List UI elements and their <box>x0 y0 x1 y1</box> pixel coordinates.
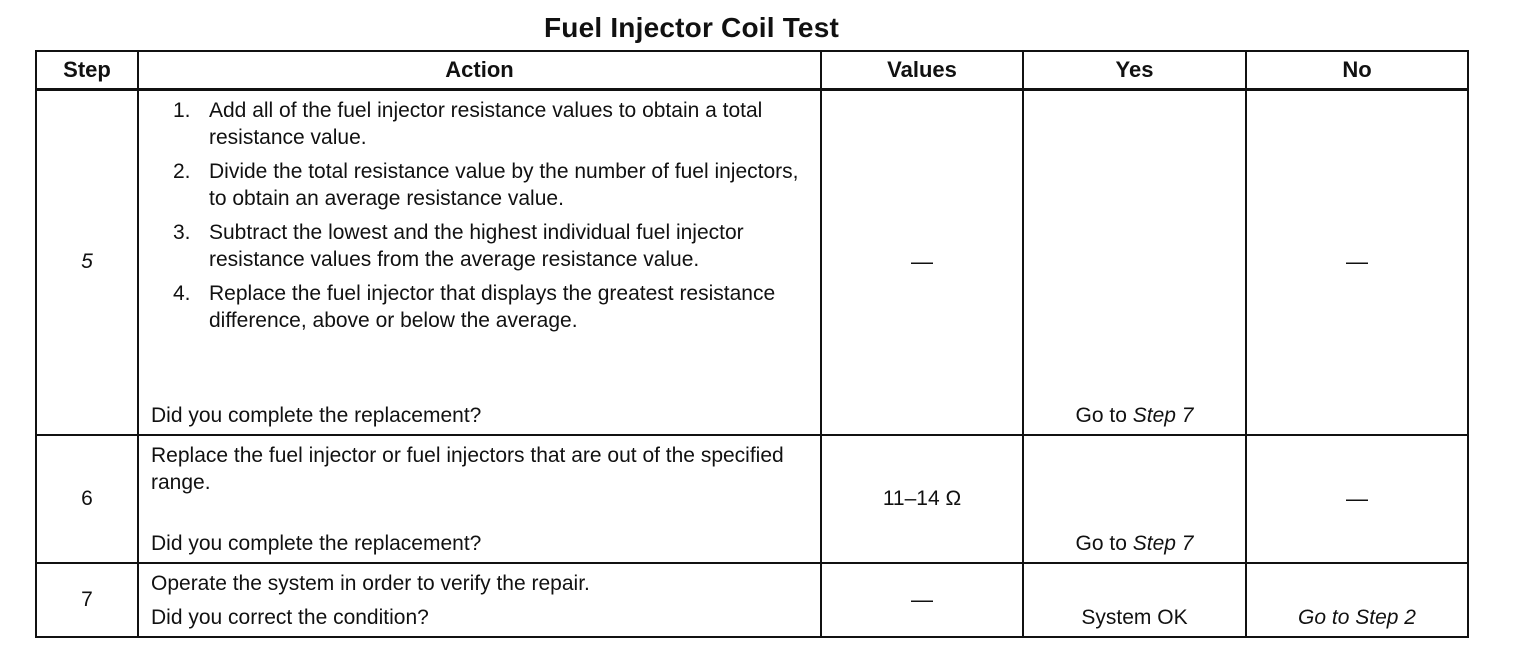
yes-result: Go to Step 7 <box>1075 403 1194 427</box>
action-cell <box>138 563 821 637</box>
no-cell: — <box>1246 435 1468 563</box>
yes-cell <box>1023 563 1246 637</box>
column-header-no: No <box>1246 51 1468 90</box>
list-item: 2. Divide the total resistance value by the number of fuel injectors, to obtain an average resistance value. <box>173 160 799 210</box>
action-question: Did you correct the condition? <box>151 605 429 629</box>
yes-cell <box>1023 435 1246 563</box>
yes-cell <box>1023 90 1246 435</box>
diagnostic-table <box>35 50 1469 638</box>
values-cell: — <box>821 563 1023 637</box>
list-item: 1. Add all of the fuel injector resistance values to obtain a total resistance value. <box>173 99 763 149</box>
column-header-step: Step <box>36 51 138 90</box>
values-cell: — <box>821 90 1023 435</box>
column-header-values: Values <box>821 51 1023 90</box>
step-number: 7 <box>36 563 138 637</box>
table-row-step-5 <box>36 90 1468 435</box>
column-header-action: Action <box>138 51 821 90</box>
no-cell: — <box>1246 90 1468 435</box>
table-row-step-6 <box>36 435 1468 563</box>
action-text: Replace the fuel injector or fuel injectors that are out of the specified range. <box>151 443 784 494</box>
yes-result: Go to Step 7 <box>1075 531 1194 555</box>
list-item: 4. Replace the fuel injector that displays the greatest resistance difference, above or below the average. <box>173 282 776 332</box>
step-number: 5 <box>36 90 138 435</box>
no-cell <box>1246 563 1468 637</box>
table-row-step-7 <box>36 563 1468 637</box>
action-question: Did you complete the replacement? <box>151 531 482 555</box>
action-text: Operate the system in order to verify the repair. <box>151 571 590 595</box>
action-steps-list <box>173 97 810 341</box>
action-cell <box>138 435 821 563</box>
column-header-yes: Yes <box>1023 51 1246 90</box>
list-item: 3. Subtract the lowest and the highest individual fuel injector resistance values from the average resistance value. <box>173 221 744 271</box>
document-title: Fuel Injector Coil Test <box>543 12 839 43</box>
action-cell <box>138 90 821 435</box>
yes-result: System OK <box>1081 605 1188 629</box>
step-number: 6 <box>36 435 138 563</box>
table-header-row <box>36 51 1468 90</box>
no-result: Go to Step 2 <box>1298 605 1416 629</box>
values-cell: 11–14 Ω <box>821 435 1023 563</box>
action-question: Did you complete the replacement? <box>151 403 482 427</box>
